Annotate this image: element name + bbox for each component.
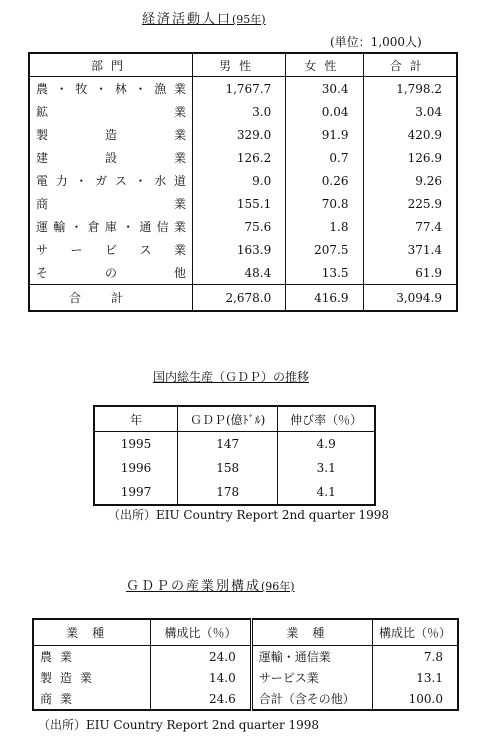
labor-row (29, 215, 457, 238)
labor-sector-label: 電 力 ・ ガ ス ・ 水 道 (36, 174, 186, 188)
labor-sector-label: 製 造 業 (36, 128, 186, 142)
labor-sector-label: 農 ・ 牧 ・ 林 ・ 漁 業 (36, 82, 186, 96)
gdp-table (93, 405, 376, 506)
labor-sector-label: 建 設 業 (36, 151, 186, 165)
structure-title-year: (96年) (261, 580, 295, 593)
labor-row (29, 238, 457, 261)
structure-share-left: 24.6 (151, 688, 251, 710)
gdp-table-title: 国内総生産（ＧＤＰ）の推移 (153, 370, 310, 384)
labor-male: 48.4 (193, 261, 286, 285)
labor-female: 0.7 (286, 146, 363, 169)
structure-row (33, 667, 458, 688)
structure-share-right: 13.1 (372, 667, 458, 688)
labor-female: 0.04 (286, 100, 363, 123)
labor-row (29, 100, 457, 123)
gdp-year: 1997 (120, 485, 152, 499)
structure-sector-right: 合計（含その他） (251, 688, 372, 710)
gdp-value: 158 (178, 456, 278, 480)
total-male: 2,678.0 (193, 285, 286, 312)
labor-female: 207.5 (286, 238, 363, 261)
labor-sector-label: 商 業 (36, 197, 186, 211)
header-sector: 部門 (29, 53, 193, 77)
gdp-row (94, 480, 375, 505)
gdp-header-value: ＧＤＰ(億ﾄﾞﾙ) (178, 406, 278, 432)
gdp-row (94, 432, 375, 457)
labor-body (29, 77, 457, 285)
labor-row (29, 77, 457, 101)
structure-share-left: 14.0 (151, 667, 251, 688)
total-female: 416.9 (286, 285, 363, 312)
labor-row (29, 146, 457, 169)
labor-male: 3.0 (193, 100, 286, 123)
labor-row (29, 192, 457, 215)
total-total: 3,094.9 (363, 285, 457, 312)
structure-body (33, 646, 458, 711)
labor-row (29, 123, 457, 146)
gdp-body (94, 432, 375, 506)
structure-share-left: 24.0 (151, 646, 251, 668)
labor-title-text: 経済活動人口 (142, 12, 233, 27)
labor-male: 329.0 (193, 123, 286, 146)
labor-total: 420.9 (363, 123, 457, 146)
labor-female: 0.26 (286, 169, 363, 192)
header-male: 男性 (193, 53, 286, 77)
labor-total: 77.4 (363, 215, 457, 238)
labor-total: 371.4 (363, 238, 457, 261)
labor-sector (29, 261, 193, 285)
labor-total: 126.9 (363, 146, 457, 169)
structure-header-sector-left-text: 業種 (66, 626, 119, 640)
structure-row (33, 646, 458, 668)
structure-sector-left: 農業 (40, 650, 81, 664)
structure-sector-right: 運輸・通信業 (251, 646, 372, 668)
structure-row (33, 688, 458, 710)
structure-header-share-right: 構成比（％） (372, 619, 458, 646)
labor-sector (29, 123, 193, 146)
structure-share-right: 7.8 (372, 646, 458, 668)
labor-total: 1,798.2 (363, 77, 457, 101)
labor-male: 9.0 (193, 169, 286, 192)
labor-sector (29, 146, 193, 169)
structure-header-sector-right-text: 業種 (286, 626, 339, 640)
labor-total: 3.04 (363, 100, 457, 123)
gdp-year: 1996 (120, 461, 152, 475)
labor-sector (29, 77, 193, 101)
labor-male: 155.1 (193, 192, 286, 215)
labor-sector-label: サ ー ビ ス 業 (36, 243, 186, 257)
header-total: 合計 (363, 53, 457, 77)
labor-female: 1.8 (286, 215, 363, 238)
labor-header-row (29, 53, 457, 77)
gdp-row (94, 456, 375, 480)
labor-male: 1,767.7 (193, 77, 286, 101)
labor-table (28, 52, 458, 312)
structure-source-note: （出所）EIU Country Report 2nd quarter 1998 (38, 718, 320, 732)
gdp-header-growth: 伸び率（％） (278, 406, 375, 432)
labor-male: 126.2 (193, 146, 286, 169)
gdp-growth: 3.1 (278, 456, 375, 480)
labor-total: 225.9 (363, 192, 457, 215)
labor-unit-note: (単位：1,000人) (330, 35, 422, 49)
structure-sector-left: 製造業 (40, 671, 101, 685)
labor-sector (29, 192, 193, 215)
gdp-year: 1995 (120, 437, 152, 451)
labor-sector-label: そ の 他 (36, 266, 186, 280)
total-label: 合計 (29, 285, 193, 312)
structure-table-title (126, 575, 295, 594)
gdp-growth: 4.1 (278, 480, 375, 505)
labor-total: 61.9 (363, 261, 457, 285)
labor-total: 9.26 (363, 169, 457, 192)
labor-sector (29, 238, 193, 261)
structure-share-right: 100.0 (372, 688, 458, 710)
labor-sector-label: 運 輸 ・ 倉 庫 ・ 通 信 業 (36, 220, 186, 234)
labor-row (29, 261, 457, 285)
gdp-header-year: 年 (94, 406, 178, 432)
labor-table-title (142, 8, 266, 27)
structure-header-row (33, 619, 458, 646)
header-female: 女性 (286, 53, 363, 77)
structure-title-text: ＧＤＰの産業別構成 (126, 579, 262, 594)
structure-sector-right: サービス業 (251, 667, 372, 688)
structure-header-sector-left (33, 619, 151, 646)
labor-sector (29, 100, 193, 123)
structure-table (32, 618, 459, 711)
gdp-header-row (94, 406, 375, 432)
labor-sector (29, 215, 193, 238)
labor-row (29, 169, 457, 192)
labor-sector (29, 169, 193, 192)
gdp-growth: 4.9 (278, 432, 375, 457)
gdp-value: 147 (178, 432, 278, 457)
labor-female: 13.5 (286, 261, 363, 285)
structure-sector-left: 商業 (40, 692, 81, 706)
gdp-value: 178 (178, 480, 278, 505)
labor-female: 30.4 (286, 77, 363, 101)
structure-header-share-left: 構成比（％） (151, 619, 251, 646)
labor-female: 70.8 (286, 192, 363, 215)
labor-male: 75.6 (193, 215, 286, 238)
gdp-source-note: （出所）EIU Country Report 2nd quarter 1998 (108, 508, 390, 522)
labor-female: 91.9 (286, 123, 363, 146)
labor-male: 163.9 (193, 238, 286, 261)
labor-total-row (29, 285, 457, 312)
labor-title-year: (95年) (232, 13, 266, 26)
labor-sector-label: 鉱 業 (36, 105, 186, 119)
structure-header-sector-right (251, 619, 372, 646)
